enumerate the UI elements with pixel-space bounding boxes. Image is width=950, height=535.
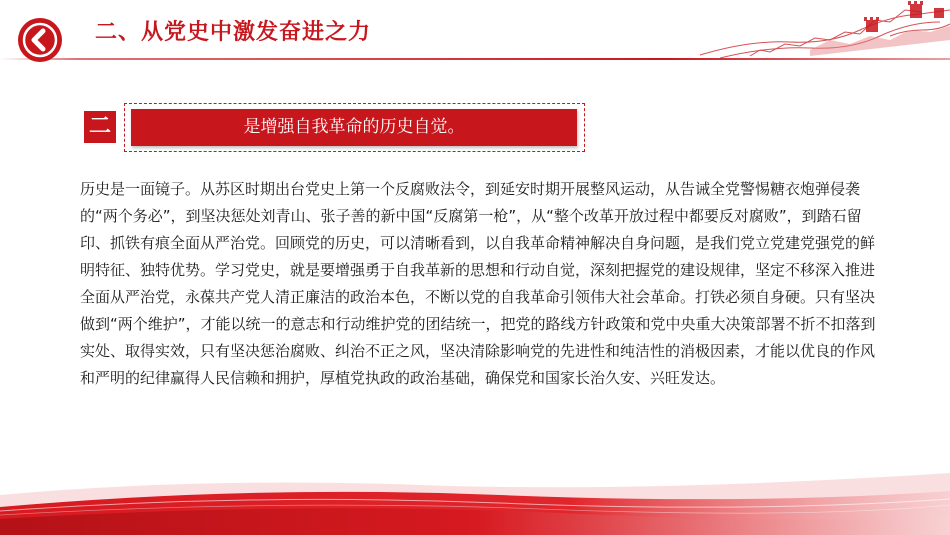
body-paragraph: 历史是一面镜子。从苏区时期出台党史上第一个反腐败法令，到延安时期开展整风运动，从告诫全党警惕糖衣炮弹侵袭的“两个务必”，到坚决惩处刘青山、张子善的新中国“反腐第一枪”，从“整个改革开放过程中都要反对腐败”，到踏石留印、抓铁有痕全面从严治党。回顾党的历史，可以清晰看到，以自我革命精神解决自身问题，是我们党立党建党强党的鲜明特征、独特优势。学习党史，就是要增强勇于自我革新的思想和行动自觉，深刻把握党的建设规律，坚定不移深入推进全面从严治党，永葆共产党人清正廉洁的政治本色，不断以党的自我革命引领伟大社会革命。打铁必须自身硬。只有坚决做到“两个维护”，才能以统一的意志和行动维护党的团结统一，把党的路线方针政策和党中央重大决策部署不折不扣落到实处、取得实效，只有坚决惩治腐败、纠治不正之风，坚决清除影响党的先进性和纯洁性的消极因素，才能以优良的作风和严明的纪律赢得人民信赖和拥护，厚植党执政的政治基础，确保党和国家长治久安、兴旺发达。	[80, 180, 876, 387]
page-title: 二、从党史中激发奋进之力	[95, 20, 372, 45]
section-banner: 是增强自我革命的历史自觉。	[131, 109, 577, 146]
back-button[interactable]	[18, 18, 62, 62]
footer-wave-decor	[0, 455, 950, 535]
section-number-badge: 二	[84, 111, 116, 143]
great-wall-icon	[690, 0, 950, 62]
chevron-left-icon	[18, 18, 62, 62]
